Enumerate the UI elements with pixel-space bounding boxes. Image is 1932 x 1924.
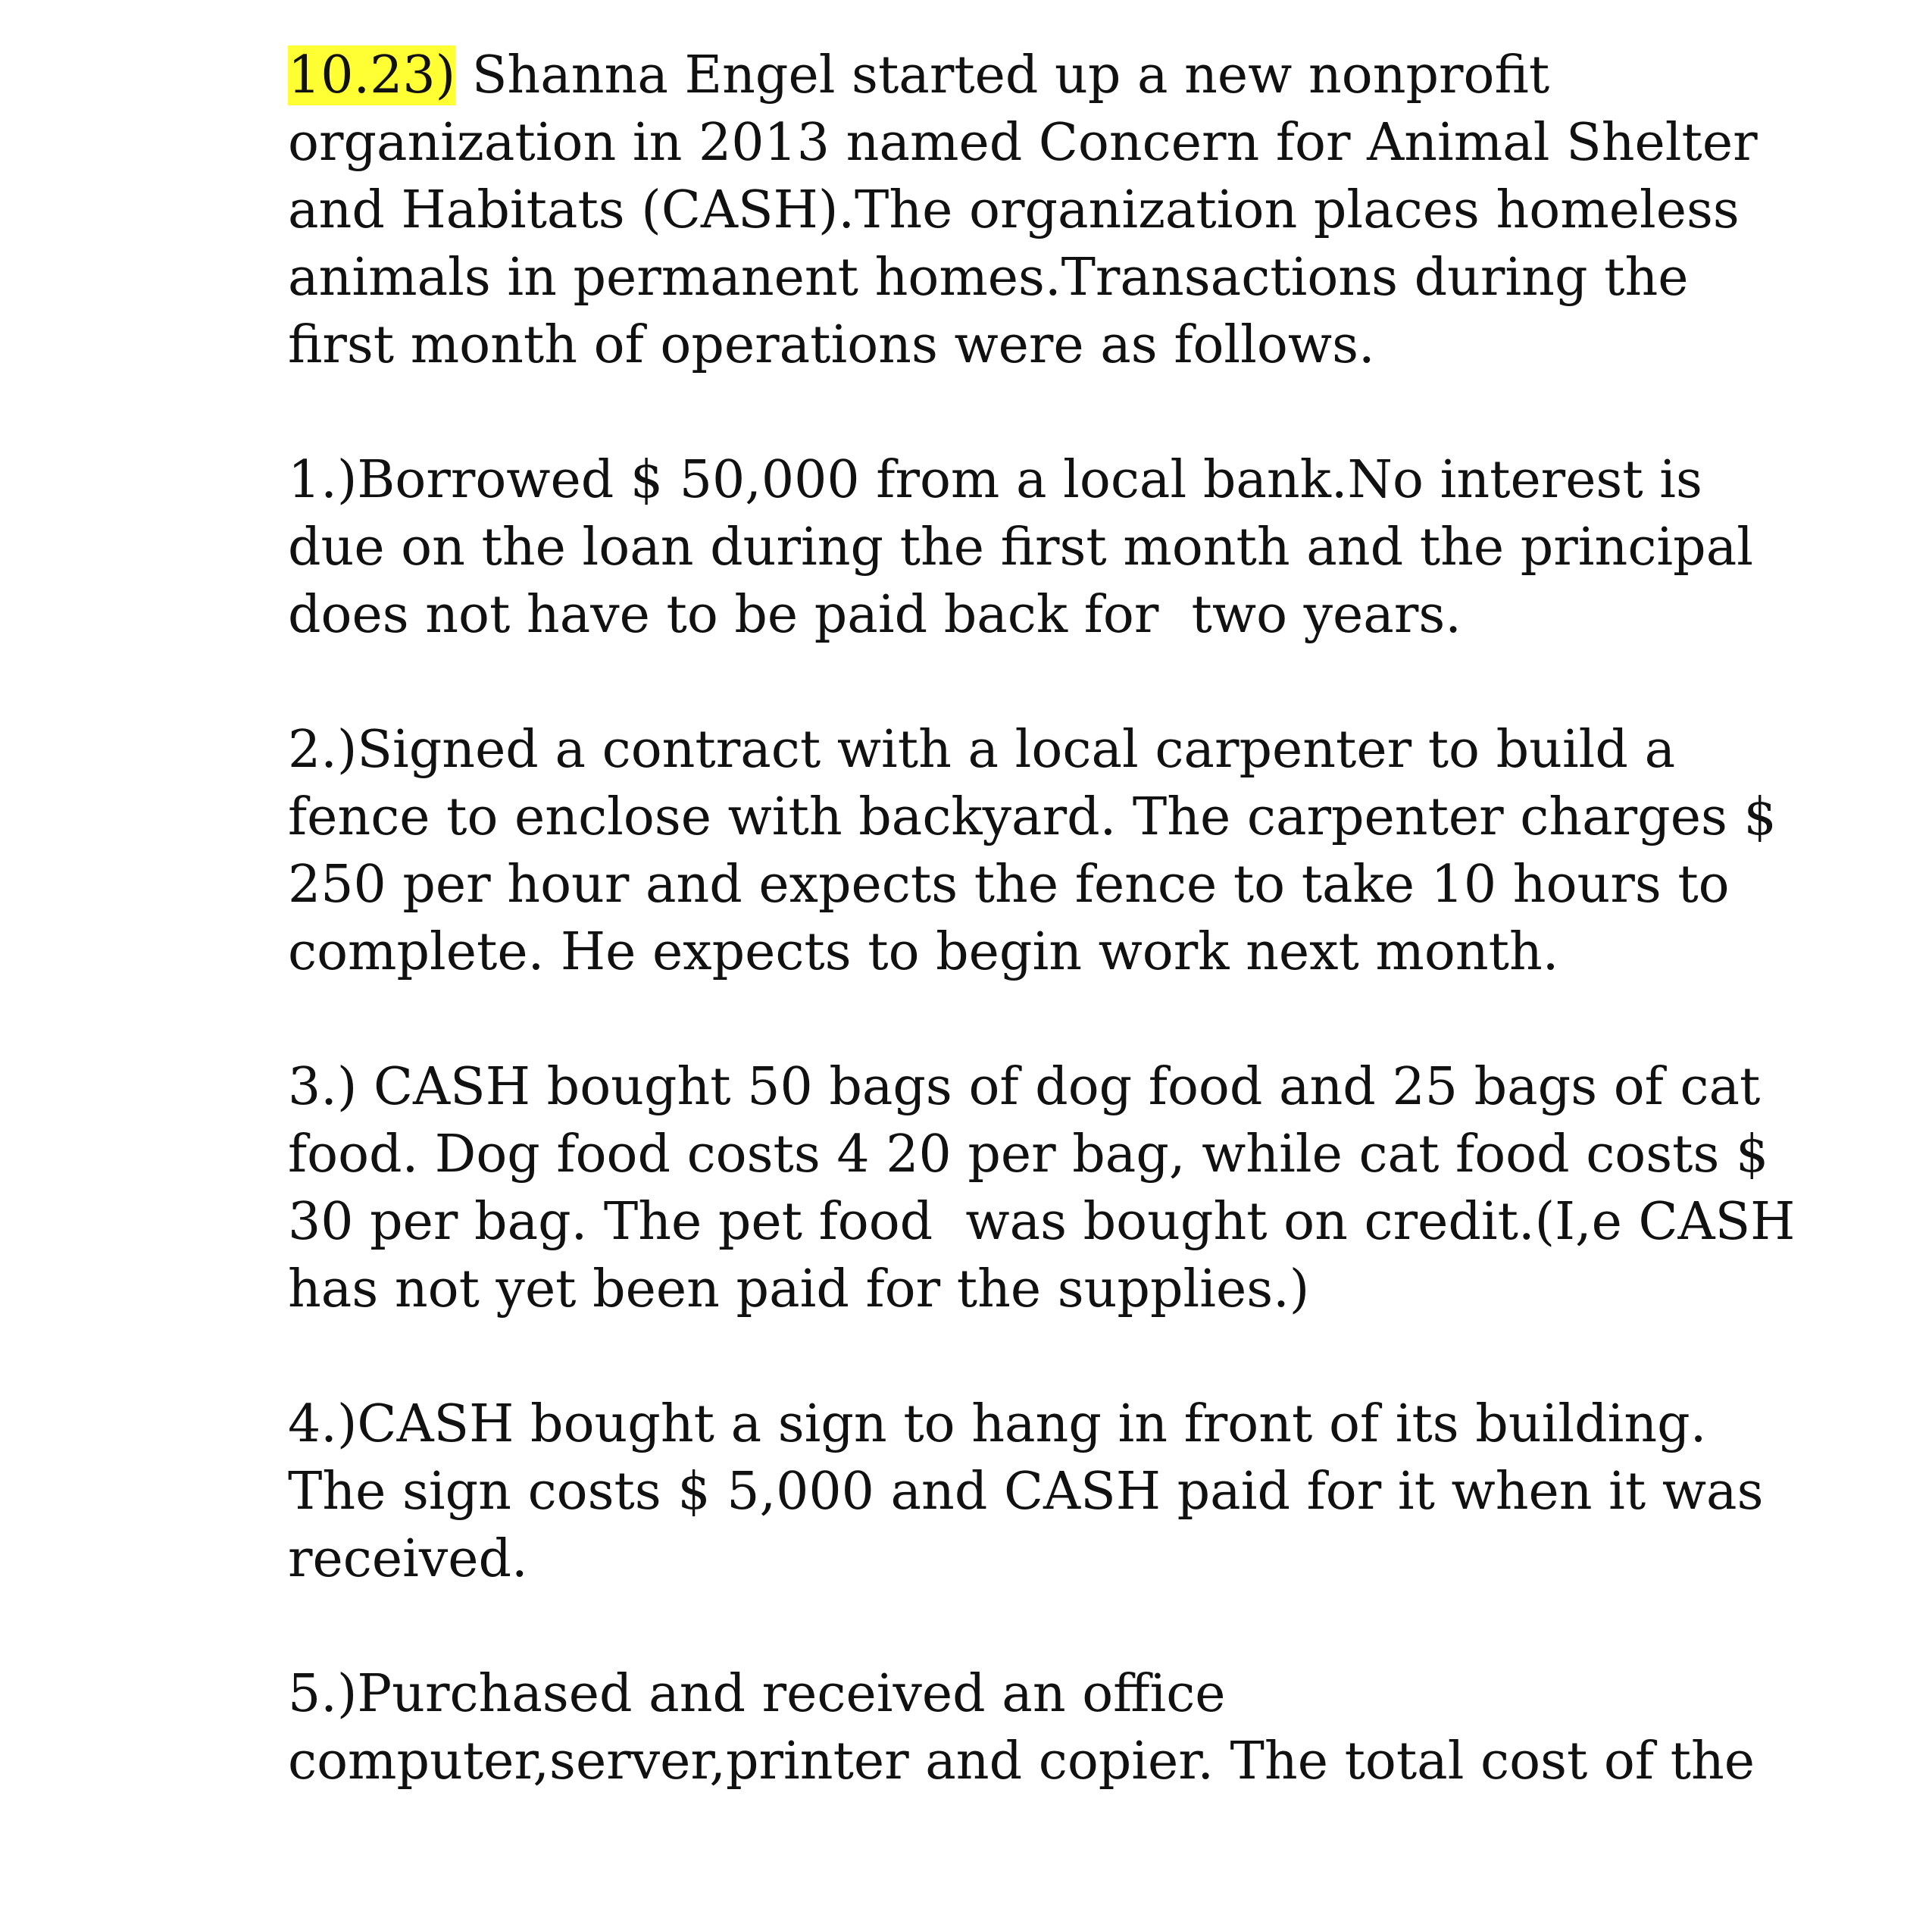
item-3-line-2: food. Dog food costs 4 20 per bag, while cat food costs $ bbox=[288, 1125, 1769, 1184]
intro-line-3: and Habitats (CASH).The organization places homeless bbox=[288, 180, 1740, 240]
transaction-item-4 bbox=[288, 1391, 1764, 1593]
item-4-line-3: received. bbox=[288, 1529, 528, 1589]
transaction-item-5 bbox=[288, 1660, 1755, 1795]
item-1-line-2: due on the loan during the first month and the principal bbox=[288, 518, 1753, 577]
transaction-item-2 bbox=[288, 716, 1777, 986]
item-2-line-3: 250 per hour and expects the fence to take 10 hours to bbox=[288, 855, 1730, 915]
item-3-line-3: 30 per bag. The pet food was bought on credit.(I,e CASH bbox=[288, 1192, 1796, 1252]
intro-line-2: organization in 2013 named Concern for Animal Shelter bbox=[288, 113, 1758, 173]
item-2-line-1: 2.)Signed a contract with a local carpenter to build a bbox=[288, 720, 1676, 780]
intro-line-5: first month of operations were as follows. bbox=[288, 315, 1375, 375]
paragraph-spacer bbox=[288, 986, 1712, 1053]
paragraph-spacer bbox=[288, 379, 1712, 446]
paragraph-spacer bbox=[288, 649, 1712, 716]
paragraph-spacer bbox=[288, 1593, 1712, 1660]
item-3-line-1: 3.) CASH bought 50 bags of dog food and 25 bags of cat bbox=[288, 1057, 1761, 1117]
item-2-line-4: complete. He expects to begin work next month. bbox=[288, 922, 1559, 982]
transaction-item-1 bbox=[288, 446, 1753, 649]
item-2-line-2: fence to enclose with backyard. The carpenter charges $ bbox=[288, 787, 1777, 847]
item-5-line-1: 5.)Purchased and received an office bbox=[288, 1664, 1226, 1724]
item-1-line-1: 1.)Borrowed $ 50,000 from a local bank.No interest is bbox=[288, 450, 1702, 510]
problem-number-label: 10.23) bbox=[288, 45, 456, 105]
item-4-line-2: The sign costs $ 5,000 and CASH paid for it when it was bbox=[288, 1462, 1764, 1522]
intro-line-4: animals in permanent homes.Transactions during the bbox=[288, 248, 1689, 308]
paragraph-spacer bbox=[288, 1323, 1712, 1391]
item-5-line-2: computer,server,printer and copier. The total cost of the bbox=[288, 1732, 1755, 1791]
intro-line-1-text: Shanna Engel started up a new nonprofit bbox=[455, 45, 1550, 105]
intro-paragraph bbox=[288, 42, 1758, 379]
transaction-item-3 bbox=[288, 1053, 1796, 1323]
item-1-line-3: does not have to be paid back for two years. bbox=[288, 585, 1462, 645]
item-4-line-1: 4.)CASH bought a sign to hang in front of its building. bbox=[288, 1394, 1707, 1454]
item-3-line-4: has not yet been paid for the supplies.) bbox=[288, 1259, 1310, 1319]
problem-text bbox=[288, 42, 1796, 1795]
intro-line-1 bbox=[288, 42, 1712, 109]
